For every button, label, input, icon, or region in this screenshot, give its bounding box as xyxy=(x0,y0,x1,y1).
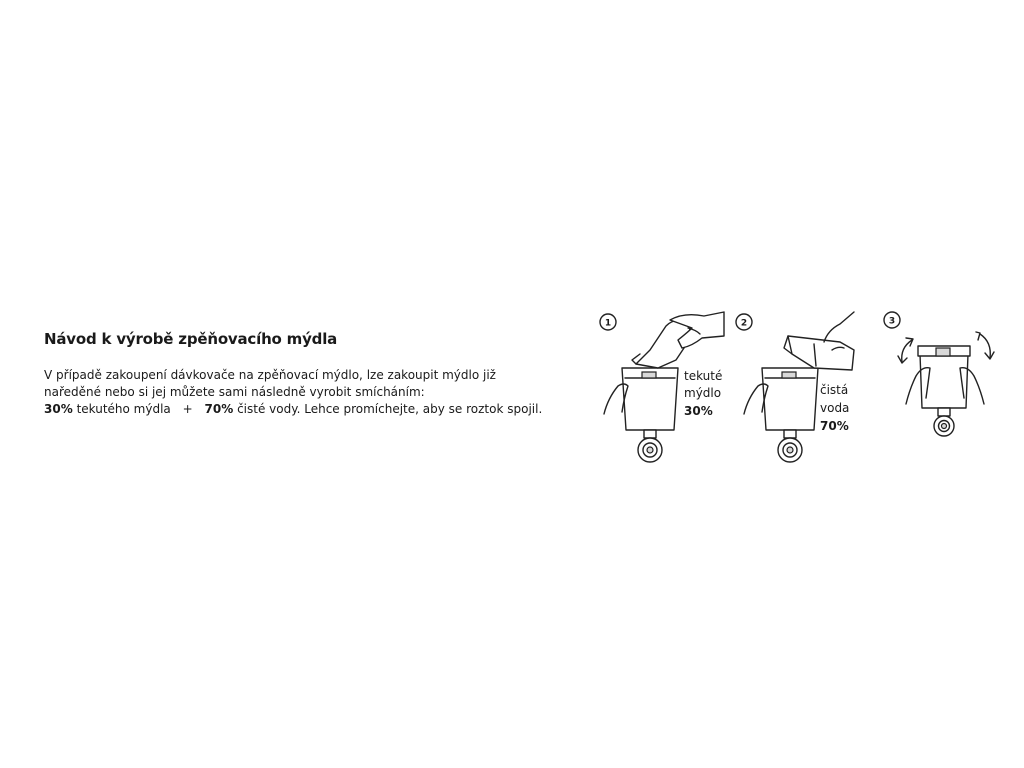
step-2-percent: 70% xyxy=(820,419,849,433)
step-2-label-line1: čistá xyxy=(820,383,849,397)
step-2-badge xyxy=(736,314,752,330)
plus-sign: + xyxy=(182,402,193,416)
step-1-badge xyxy=(600,314,616,330)
step-1-label-line2: mýdlo xyxy=(684,386,722,400)
step-2-number: 2 xyxy=(740,318,748,329)
step-3-badge xyxy=(884,312,900,328)
page-title: Návod k výrobě zpěňovacího mýdla xyxy=(44,330,338,348)
intro-line-1: V případě zakoupení dávkovače na zpěňovací mýdlo, lze zakoupit mýdlo již xyxy=(44,368,496,382)
intro-line-2: naředěné nebo si jej můžete sami následně vyrobit smícháním: xyxy=(44,385,425,399)
step-3-number: 3 xyxy=(888,316,896,327)
ratio-water-text: čisté vody. Lehce promíchejte, aby se roztok spojil. xyxy=(237,402,543,416)
shake-dispenser-icon xyxy=(898,332,994,436)
ratio-line xyxy=(44,401,542,418)
instructions-text xyxy=(44,367,542,418)
ratio-water: 70% xyxy=(204,402,234,416)
steps-illustration xyxy=(592,302,1012,472)
shake-arrow-left-icon xyxy=(898,338,913,363)
step-2 xyxy=(736,312,854,462)
step-1-label-line1: tekuté xyxy=(684,369,723,383)
ratio-soap-text: tekutého mýdla xyxy=(76,402,171,416)
shake-arrow-right-icon xyxy=(976,332,994,359)
step-1 xyxy=(600,312,724,462)
step-1-number: 1 xyxy=(604,318,612,329)
step-3 xyxy=(884,312,994,436)
step-1-percent: 30% xyxy=(684,404,713,418)
ratio-soap: 30% xyxy=(44,402,73,416)
step-2-label-line2: voda xyxy=(820,401,850,415)
